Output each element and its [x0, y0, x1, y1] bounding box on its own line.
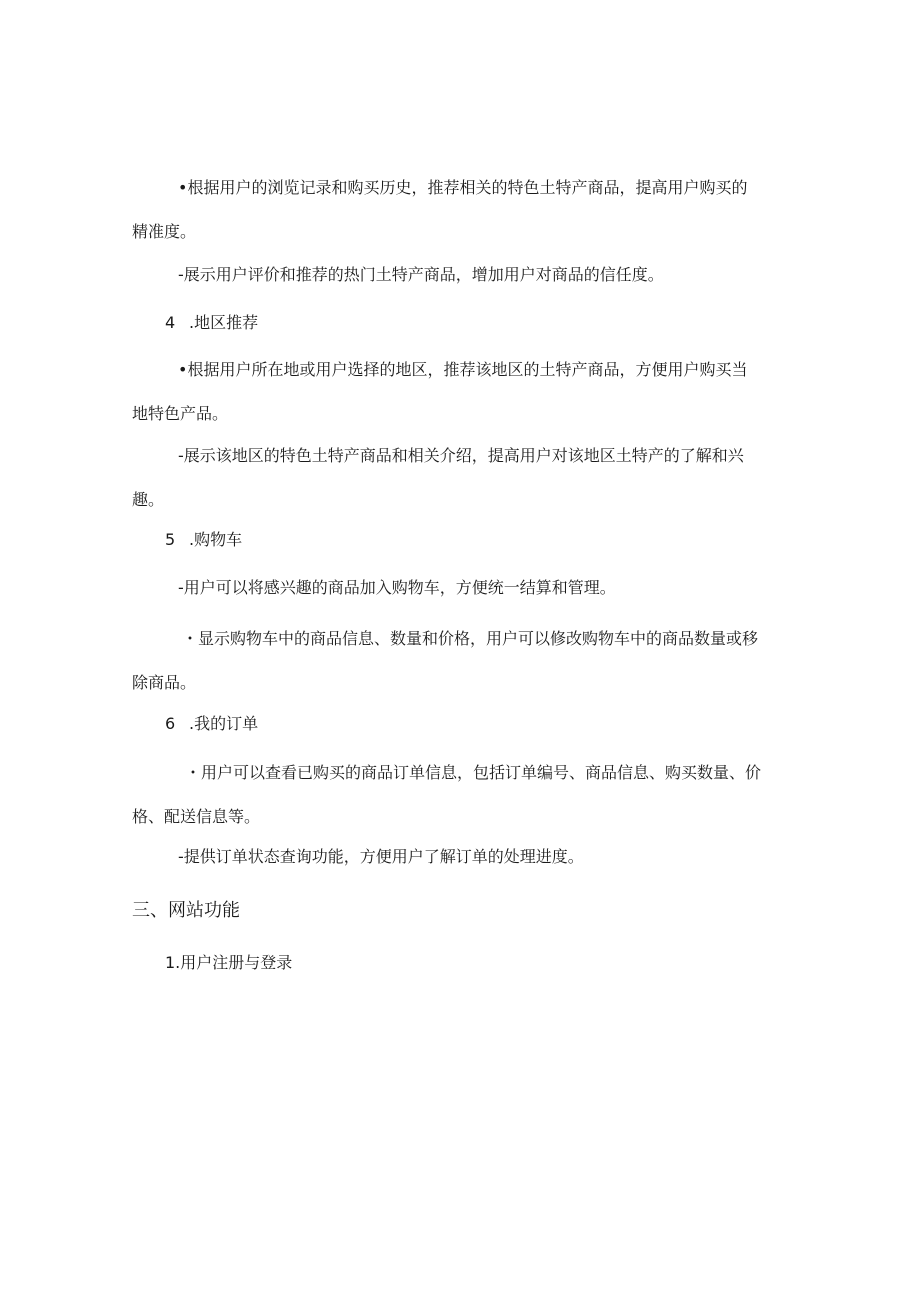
- paragraph-cart-add: -用户可以将感兴趣的商品加入购物车，方便统一结算和管理。: [178, 578, 616, 597]
- list-item-heading-4: [165, 313, 258, 333]
- paragraph-order-info: [132, 763, 762, 827]
- paragraph-recommend-history: [132, 178, 748, 242]
- paragraph-line: ・用户可以查看已购买的商品订单信息，包括订单编号、商品信息、购买数量、价: [185, 763, 762, 782]
- list-item-number: 5: [165, 530, 176, 549]
- paragraph-line: 地特色产品。: [132, 404, 229, 423]
- list-item-register-login: 1.用户注册与登录: [165, 953, 293, 972]
- paragraph-region-recommend: [132, 360, 748, 424]
- paragraph-line: 精准度。: [132, 222, 197, 241]
- section-heading: 三、网站功能: [132, 900, 240, 921]
- paragraph-popular-products: -展示用户评价和推荐的热门土特产商品，增加用户对商品的信任度。: [178, 265, 664, 284]
- list-item-number: 4: [165, 313, 176, 332]
- paragraph-line: ・显示购物车中的商品信息、数量和价格，用户可以修改购物车中的商品数量或移: [182, 629, 759, 648]
- paragraph-line: •根据用户所在地或用户选择的地区，推荐该地区的土特产商品，方便用户购买当: [178, 360, 748, 379]
- list-item-title: .购物车: [189, 530, 243, 549]
- paragraph-line: •根据用户的浏览记录和购买历史，推荐相关的特色土特产商品，提高用户购买的: [178, 178, 748, 197]
- paragraph-line: 趣。: [132, 490, 165, 509]
- paragraph-line: -展示该地区的特色土特产商品和相关介绍，提高用户对该地区土特产的了解和兴: [178, 446, 744, 465]
- list-item-heading-5: [165, 530, 242, 550]
- paragraph-cart-info: [132, 629, 759, 693]
- paragraph-line: 除商品。: [132, 673, 197, 692]
- paragraph-line: 格、配送信息等。: [132, 807, 261, 826]
- paragraph-order-status: -提供订单状态查询功能，方便用户了解订单的处理进度。: [178, 847, 584, 866]
- paragraph-region-intro: [132, 446, 744, 510]
- list-item-title: .我的订单: [189, 714, 259, 733]
- list-item-number: 6: [165, 714, 176, 733]
- list-item-heading-6: [165, 714, 258, 734]
- list-item-title: .地区推荐: [189, 313, 259, 332]
